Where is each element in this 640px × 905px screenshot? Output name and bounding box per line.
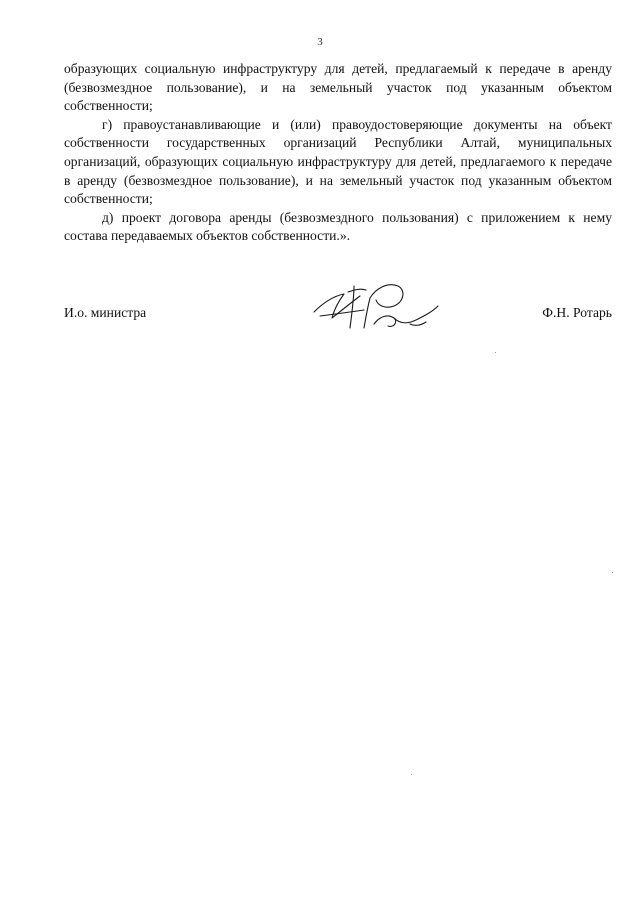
signer-title: И.о. министра (64, 305, 147, 320)
paragraph-item-d: д) проект договора аренды (безвозмездного пользования) с приложением к нему состава передаваемых объектов собственности.». (64, 209, 612, 244)
paragraph-continuation: образующих социальную инфраструктуру для детей, предлагаемый к передаче в аренду (безвозмездное пользование), и на земельный участок под указанным объектом собственности; (64, 61, 612, 114)
paragraph-item-g: г) правоустанавливающие и (или) правоудостоверяющие документы на объект собственности государственных организаций Республики Алтай, муниципальных организаций, образующих социальную инфраструктуру для детей, предлагаемого к передаче в аренду (безвозмездное пользование), и на земельный участок под указанным объектом собственности; (64, 116, 612, 207)
scan-speck (495, 352, 496, 353)
document-body (64, 60, 612, 246)
scan-speck (612, 572, 613, 573)
signer-name: Ф.Н. Ротарь (542, 305, 612, 320)
scan-speck (411, 774, 412, 775)
page-number: 3 (317, 36, 323, 48)
handwritten-signature (308, 272, 444, 338)
